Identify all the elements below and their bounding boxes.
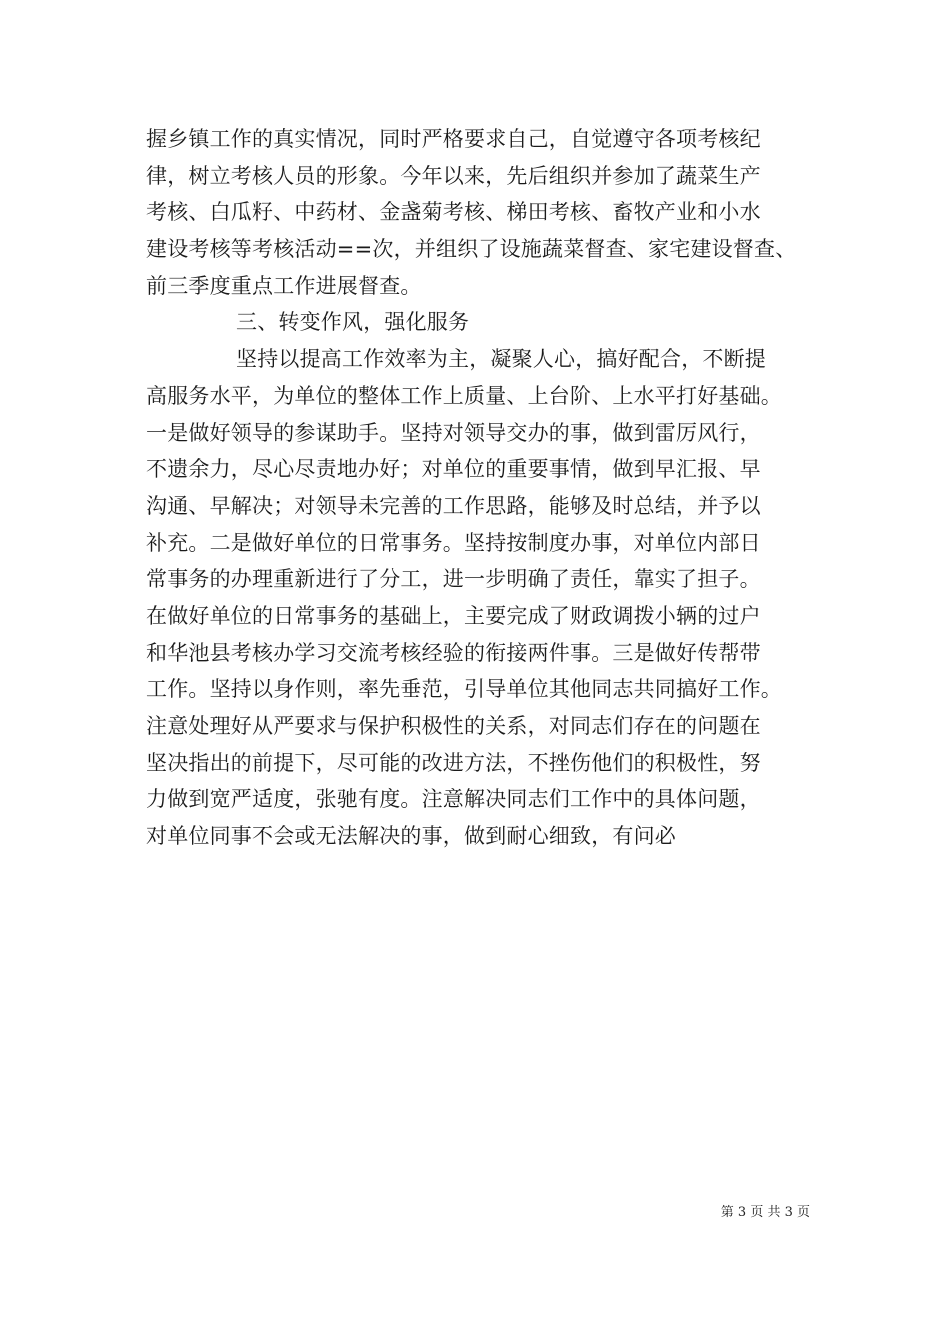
- text-line: 注意处理好从严要求与保护积极性的关系，对同志们存在的问题在: [146, 714, 761, 738]
- text-line: 握乡镇工作的真实情况，同时严格要求自己，自觉遵守各项考核纪: [146, 127, 761, 151]
- text-line: 常事务的办理重新进行了分工，进一步明确了责任，靠实了担子。: [146, 567, 761, 592]
- paragraph-first-line: 坚持以提高工作效率为主，凝聚人心，搞好配合，不断提: [236, 347, 766, 372]
- text-line: 考核、白瓜籽、中药材、金盏菊考核、梯田考核、畜牧产业和小水: [146, 200, 761, 225]
- body-text: [146, 121, 836, 855]
- text-line: 高服务水平，为单位的整体工作上质量、上台阶、上水平打好基础。: [146, 383, 782, 408]
- text-line: 对单位同事不会或无法解决的事，做到耐心细致，有问必: [146, 824, 676, 849]
- text-line: 补充。二是做好单位的日常事务。坚持按制度办事，对单位内部日: [146, 530, 761, 555]
- text-line: 力做到宽严适度，张驰有度。注意解决同志们工作中的具体问题，: [146, 787, 761, 812]
- page-number: 第 3 页 共 3 页: [720, 1205, 810, 1220]
- text-line: 建设考核等考核活动==次，并组织了设施蔬菜督查、家宅建设督查、: [146, 237, 797, 262]
- text-line: 一是做好领导的参谋助手。坚持对领导交办的事，做到雷厉风行，: [146, 420, 761, 445]
- text-line: 和华池县考核办学习交流考核经验的衔接两件事。三是做好传帮带: [146, 640, 761, 665]
- text-line: 在做好单位的日常事务的基础上，主要完成了财政调拨小辆的过户: [146, 603, 761, 628]
- text-line: 前三季度重点工作进展督查。: [146, 273, 422, 298]
- text-line: 不遗余力，尽心尽责地办好；对单位的重要事情，做到早汇报、早: [146, 457, 761, 482]
- text-line: 工作。坚持以身作则，率先垂范，引导单位其他同志共同搞好工作。: [146, 677, 782, 702]
- text-line: 沟通、早解决；对领导未完善的工作思路，能够及时总结，并予以: [146, 493, 761, 518]
- section-heading: 三、转变作风，强化服务: [236, 310, 470, 335]
- text-line: 律，树立考核人员的形象。今年以来，先后组织并参加了蔬菜生产: [146, 163, 761, 188]
- text-line: 坚决指出的前提下，尽可能的改进方法，不挫伤他们的积极性，努: [146, 750, 761, 775]
